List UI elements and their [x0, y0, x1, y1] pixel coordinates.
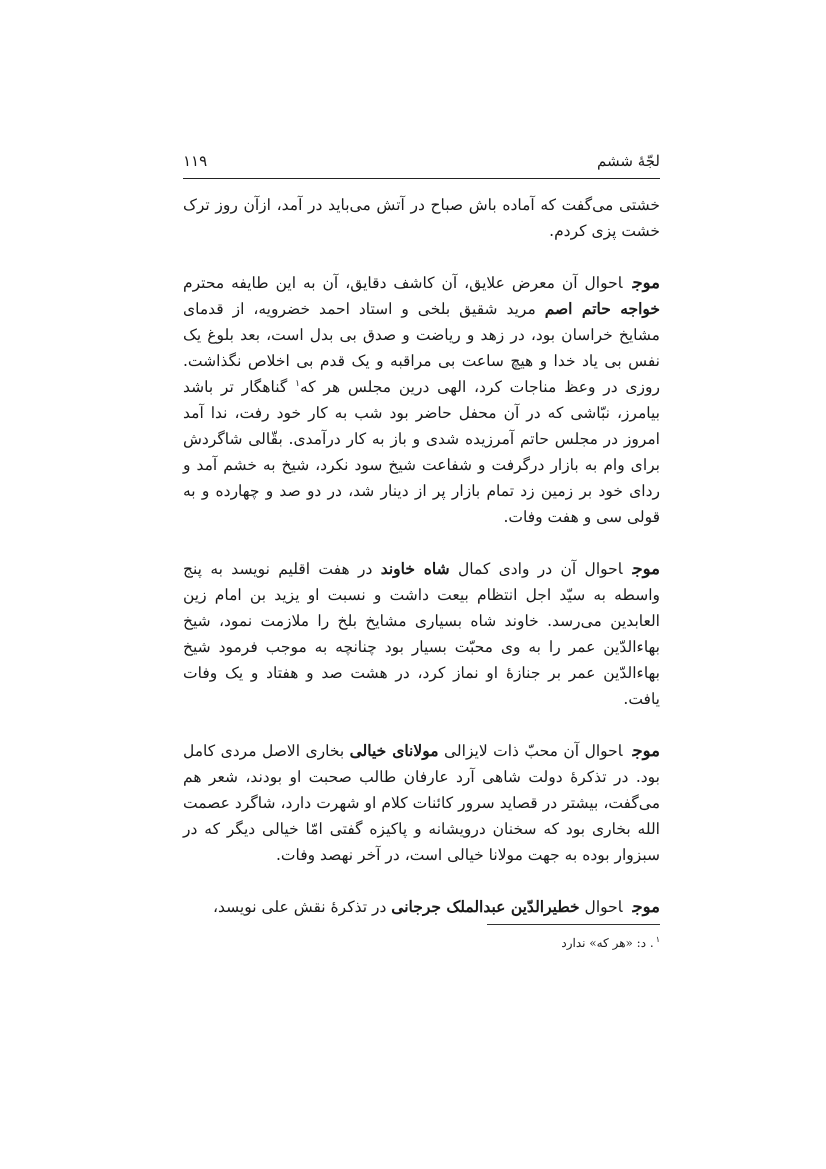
chapter-title: لجّهٔ ششم: [597, 152, 660, 170]
paragraph-hatam-asam: [183, 270, 660, 530]
person-name: شاه خاوند: [380, 559, 450, 578]
section-marker: موج: [632, 273, 660, 292]
footnote-number: ۱: [655, 935, 660, 944]
footnote-reference: ۱: [295, 378, 300, 389]
person-name: خواجه حاتم اصم: [544, 299, 660, 318]
paragraph-shah-khawand: [183, 556, 660, 712]
person-name: مولانای خیالی: [349, 741, 439, 760]
paragraph-1: [183, 192, 660, 244]
paragraph-text: خشتی می‌گفت که آماده باش صباح در آتش می‌باید در آمد، ازآن روز ترک خشت پزی کردم.: [183, 196, 660, 240]
paragraph-mawlana-khayali: [183, 738, 660, 868]
person-name: خطیرالدّین عبدالملک جرجانی: [391, 897, 580, 916]
paragraph-text: در هفت اقلیم نویسد به پنج واسطه به سیّد اجل انتظام بیعت داشت و نسبت او یزید بن امام زین العابدین می‌رسد. خاوند شاه بسیاری مشایخ بلخ را ملازمت نمود، شیخ بهاءالدّین عمر را به وی محبّت بسیار بود چنانچه به موجب فرمود شیخ بهاءالدّین عمر بر جنازهٔ او نماز کرد، در هشت صد و هفتاد و یک وفات یافت.: [183, 560, 660, 708]
section-marker: موج: [632, 559, 660, 578]
footnote-text: . د: «هر که» ندارد: [561, 936, 654, 950]
running-header: [183, 150, 660, 179]
page-body: [183, 192, 660, 920]
footnote: [183, 934, 660, 952]
paragraph-text: احوال آن در وادی کمال: [449, 560, 623, 578]
page-number: ۱۱۹: [183, 152, 208, 170]
paragraph-text: احوال: [579, 898, 623, 916]
paragraph-text: احوال آن محبّ ذات لایزالی: [438, 742, 623, 760]
section-marker: موج: [632, 741, 661, 760]
paragraph-text: در تذکرهٔ نقش علی نویسد،: [212, 898, 392, 916]
paragraph-text: مرید شقیق بلخی و استاد احمد خضرویه، از قدمای مشایخ خراسان بود، در زهد و ریاضت و صدق بی بدل است، بعد بلوغ یک نفس بی یاد خدا و هیچ ساعت بی مراقبه و یک قدم بی اخلاص نگذاشت. روزی در وعظ مناجات کرد، الهی درین مجلس هر که: [183, 300, 660, 396]
section-marker: موج: [632, 897, 660, 916]
footnote-divider: [487, 924, 660, 925]
paragraph-text: گناهگار تر باشد بیامرز، نبّاشی که در آن محفل حاضر بود شب به کار خود رفت، ندا آمد امروز در مجلس حاتم آمرزیده شدی و باز به کار درآمدی. بقّالی شاگردش برای وام به بازار درگرفت و شفاعت شیخ سود نکرد، شیخ به خشم آمد و ردای خود بر زمین زد تمام بازار پر از دینار شد، در دو صد و چهارده و به قولی سی و هفت وفات.: [183, 378, 660, 526]
paragraph-text: احوال آن معرض علایق، آن کاشف دقایق، آن به این طایفه محترم: [183, 274, 623, 292]
paragraph-khatir-aldin: [183, 894, 660, 920]
paragraph-text: بخاری الاصل مردی کامل بود. در تذکرهٔ دولت شاهی آرد عارفان طالب صحبت او بودند، شعر هم می‌گفت، بیشتر در قصاید سرور کائنات کلام او شهرت دارد، شاگرد عصمت الله بخاری بود که سخنان درویشانه و پاکیزه گفتی امّا خیالی دیگر که در سبزوار بوده به جهت مولانا خیالی است، در آخر نهصد وفات.: [183, 742, 660, 864]
